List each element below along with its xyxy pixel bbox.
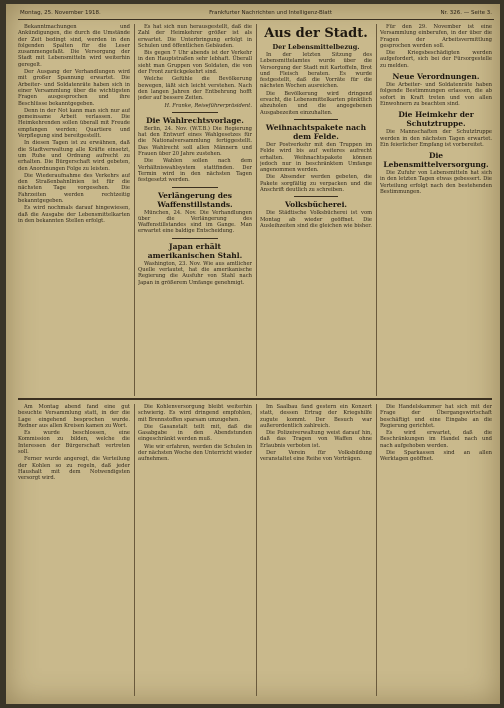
col1-paragraph: Der Ausgang der Verhandlungen wird mit großer Spannung erwartet. Die Arbeiter- und Soldatenräte haben sich in einer Versammlung über die wichtigsten Fragen ausgesprochen und ihre Beschlüsse bekanntgegeben. — [18, 69, 130, 107]
column-divider — [134, 404, 135, 696]
column-divider — [256, 404, 257, 696]
lower-paragraph: Am Montag abend fand eine gut besuchte Versammlung statt, in der die Lage eingehend besprochen wurde. Redner aus allen Kreisen kamen zu Wort. — [18, 404, 130, 429]
header-masthead: Frankfurter Nachrichten und Intelligenz-Blatt — [209, 10, 332, 16]
article-heading: Die Wahlrechtsvorlage. — [146, 115, 244, 125]
newspaper-page — [6, 4, 500, 704]
section-rule — [18, 398, 492, 400]
col4-paragraph: Für den 29. November ist eine Versammlung einberufen, in der über die Fragen der Arbeitsvermittlung gesprochen werden soll. — [380, 24, 492, 49]
article-divider — [172, 187, 218, 188]
article-divider — [172, 112, 218, 113]
article-paragraph: Die Mannschaften der Schutztruppe werden in den nächsten Tagen erwartet. Ein feierlicher Empfang ist vorbereitet. — [380, 129, 492, 148]
column-3 — [260, 24, 372, 396]
article-paragraph: Die Zufuhr von Lebensmitteln hat sich in den letzten Tagen etwas gebessert. Die Verteilung erfolgt nach den bestehenden Bestimmungen. — [380, 170, 492, 196]
lower-column-1 — [18, 404, 130, 696]
column-divider — [376, 404, 377, 696]
article-paragraph: Die Städtische Volksbücherei ist vom Montag ab wieder geöffnet. Die Ausleihzeiten sind die gleichen wie bisher. — [260, 210, 372, 229]
lower-paragraph: Ferner wurde angeregt, die Verteilung der Kohlen so zu regeln, daß jeder Haushalt mit dem Notwendigsten versorgt wird. — [18, 456, 130, 482]
article-paragraph: Berlin, 24. Nov. (W.T.B.) Die Regierung hat den Entwurf eines Wahlgesetzes für die Nationalversammlung fertiggestellt. Das Wahlrecht soll allen Männern und Frauen über 20 Jahre zustehen. — [138, 125, 252, 158]
lower-paragraph: Wie wir erfahren, werden die Schulen in der nächsten Woche den Unterricht wieder aufnehmen. — [138, 443, 252, 463]
lower-column-4 — [380, 404, 492, 696]
article-paragraph: München, 24. Nov. Die Verhandlungen über die Verlängerung des Waffenstillstandes sind im Gange. Man erwartet eine baldige Entscheidung. — [138, 209, 252, 235]
header-rule — [18, 19, 494, 20]
header-page-number: Nr. 326. — Seite 3. — [440, 10, 492, 16]
lower-paragraph: Die Polizeiverwaltung weist darauf hin, daß das Tragen von Waffen ohne Erlaubnis verboten ist. — [260, 430, 372, 449]
col4-paragraph: Die Kriegsbeschädigten werden aufgefordert, sich bei der Fürsorgestelle zu melden. — [380, 50, 492, 69]
col3-paragraph: Die Bevölkerung wird dringend ersucht, die Lebensmittelkarten pünktlich abzuholen und die angegebenen Ausgabezeiten einzuhalten. — [260, 90, 372, 116]
col1-paragraph: Bekanntmachungen und Ankündigungen, die durch die Umstände der Zeit bedingt sind, werden in den folgenden Spalten für die Leser zusammengefaßt. Die Versorgung der Stadt mit Lebensmitteln wird weiterhin geregelt. — [18, 24, 130, 68]
section-title: Aus der Stadt. — [264, 26, 368, 41]
lower-paragraph: Es wird erwartet, daß die Beschränkungen im Handel nach und nach aufgehoben werden. — [380, 430, 492, 449]
article-divider — [294, 119, 339, 120]
lower-paragraph: Die Gasanstalt teilt mit, daß die Gasabgabe in den Abendstunden eingeschränkt werden muß. — [138, 423, 252, 443]
col2-paragraph: Bis gegen 7 Uhr abends ist der Verkehr in den Hauptstraßen sehr lebhaft. Überall sieht man Gruppen von Soldaten, die von der Front zurückgekehrt sind. — [138, 50, 252, 76]
col1-paragraph: Die Wiederaufnahme des Verkehrs auf den Straßenbahnlinien ist für die nächsten Tage vorgesehen. Die Fahrzeiten werden rechtzeitig bekanntgegeben. — [18, 172, 130, 205]
article-heading: Weihnachtspakete nach dem Felde. — [265, 122, 367, 141]
article-paragraph: Washington, 23. Nov. Wie aus amtlicher Quelle verlautet, hat die amerikanische Regierung die Ausfuhr von Stahl nach Japan in größerem Umfange genehmigt. — [138, 260, 252, 286]
header-date: Montag, 25. November 1918. — [20, 10, 101, 16]
article-paragraph: Die Arbeiter- und Soldatenräte haben folgende Bestimmungen erlassen, die ab sofort in Kraft treten und von allen Einwohnern zu beachten sind. — [380, 82, 492, 107]
lower-column-3 — [260, 404, 372, 696]
column-divider — [376, 24, 377, 396]
col1-paragraph: Es wird nochmals darauf hingewiesen, daß die Ausgabe der Lebensmittelkarten in den bekannten Stellen erfolgt. — [18, 205, 130, 224]
col2-paragraph: Welche Gefühle die Bevölkerung bewegen, läßt sich leicht verstehen. Nach den langen Jahren der Entbehrung hofft jeder auf bessere Zeiten. — [138, 76, 252, 102]
column-divider — [256, 24, 257, 396]
article-heading: Verlängerung des Waffenstillstands. — [157, 190, 233, 209]
col2-signature: H. Franke, Reiseführerpräsident. — [164, 102, 252, 109]
article-divider — [294, 196, 339, 197]
column-1 — [18, 24, 130, 396]
col1-paragraph: Denn in der Not kann man sich nur auf gemeinsame Arbeit verlassen. Die Heimkehrenden sollen überall mit Freude empfangen werden; Quartiere und Verpflegung sind bereitgestellt. — [18, 107, 130, 140]
article-heading: Japan erhält amerikanischen Stahl. — [147, 241, 243, 260]
lower-column-2 — [138, 404, 252, 696]
column-2 — [138, 24, 252, 396]
section-subtitle: Der Lebensmittelbezug. — [272, 43, 360, 51]
lower-paragraph: Die Handelskammer hat sich mit der Frage der Übergangswirtschaft beschäftigt und eine Eingabe an die Regierung gerichtet. — [380, 404, 492, 429]
lower-paragraph: Im Saalbau fand gestern ein Konzert statt, dessen Ertrag der Kriegshilfe zugute kommt. Der Besuch war außerordentlich zahlreich. — [260, 404, 372, 429]
col2-paragraph: Es hat sich nun herausgestellt, daß die Zahl der Heimkehrer größer ist als erwartet. Die Unterbringung erfolgt in Schulen und öffentlichen Gebäuden. — [138, 24, 252, 49]
article-paragraph: Die Wahlen sollen nach dem Verhältniswahlsystem stattfinden. Der Termin wird in den nächsten Tagen festgesetzt werden. — [138, 158, 252, 184]
lower-paragraph: Die Sparkassen sind an allen Werktagen geöffnet. — [380, 450, 492, 463]
article-heading: Die Heimkehr der Schutztruppe. — [398, 110, 474, 129]
col3-paragraph: In der letzten Sitzung des Lebensmittelamtes wurde über die Versorgung der Stadt mit Kartoffeln, Brot und Fleisch beraten. Es wurde festgestellt, daß die Vorräte für die nächsten Wochen ausreichen. — [260, 52, 372, 90]
article-heading: Neue Verordnungen. — [392, 72, 480, 82]
column-divider — [134, 24, 135, 396]
article-heading: Die Lebensmittelversorgung. — [383, 151, 489, 170]
article-heading: Volksbücherei. — [284, 200, 348, 210]
lower-paragraph: Die Kohlenversorgung bleibt weiterhin schwierig. Es wird dringend empfohlen, mit Brennstoffen sparsam umzugehen. — [138, 404, 252, 423]
lower-paragraph: Der Verein für Volksbildung veranstaltet eine Reihe von Vorträgen. — [260, 450, 372, 463]
article-paragraph: Der Postverkehr mit den Truppen im Felde wird bis auf weiteres aufrecht erhalten. Weihnachtspakete können jedoch nur in beschränktem Umfange angenommen werden. — [260, 141, 372, 174]
article-paragraph: Die Absender werden gebeten, die Pakete sorgfältig zu verpacken und die Anschrift deutlich zu schreiben. — [260, 174, 372, 194]
col1-paragraph: In diesen Tagen ist zu erwähnen, daß die Stadtverwaltung alle Kräfte einsetzt, um Ruhe und Ordnung aufrecht zu erhalten. Die Bürgerschaft wird gebeten, den Anordnungen Folge zu leisten. — [18, 140, 130, 172]
column-4 — [380, 24, 492, 396]
article-divider — [172, 238, 218, 239]
lower-paragraph: Es wurde beschlossen, eine Kommission zu bilden, welche die Interessen der Bürgerschaft vertreten soll. — [18, 430, 130, 456]
